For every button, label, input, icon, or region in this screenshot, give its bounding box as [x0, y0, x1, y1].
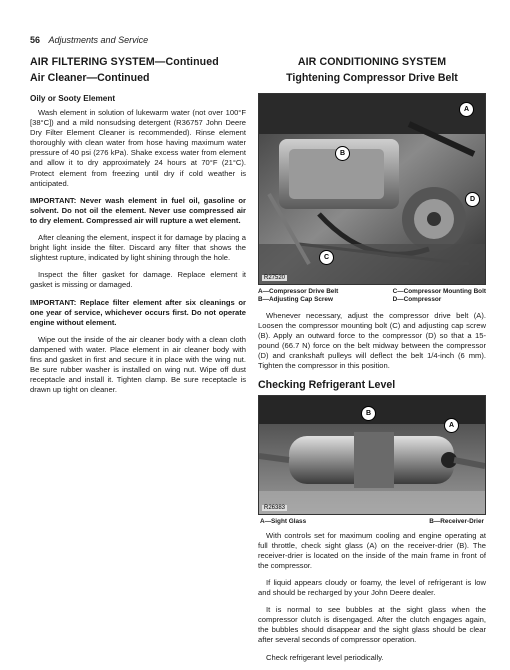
- left-section-title: AIR FILTERING SYSTEM—Continued: [30, 56, 219, 68]
- belt-paragraph: Whenever necessary, adjust the compressor drive belt (A). Loosen the compressor mounting bolt (C) and adjusting cap screw (B). Apply an outward force to the compressor (D) so that a 15-pound (66.7 N) force on the belt midway between the compressor (D) and crankshaft pulleys will deflect the belt 1/4-inch (6 mm). Tighten the compressor in this position.: [258, 311, 486, 371]
- callout-c: C: [319, 250, 334, 265]
- caption-a: A—Compressor Drive Belt: [258, 288, 339, 295]
- photo1-tag: R27520: [264, 275, 286, 281]
- caption-c: C—Compressor Mounting Bolt: [392, 288, 486, 295]
- bubbles-paragraph: It is normal to see bubbles at the sight glass when the compressor clutch is disengaged. After the clutch engages again, the bubbles should disappear and the sight glass should be clear after several seconds of compressor operation.: [258, 605, 486, 645]
- photo1-caption: [258, 288, 486, 304]
- callout-b-2: B: [361, 406, 376, 421]
- page-number: 56: [30, 35, 41, 45]
- left-section-subtitle: Air Cleaner—Continued: [30, 72, 150, 84]
- callout-b: B: [335, 146, 350, 161]
- section-name: Adjustments and Service: [48, 35, 149, 45]
- caption-sight-glass: A—Sight Glass: [260, 517, 307, 525]
- compressor-photo: [258, 93, 486, 285]
- right-section-subtitle: Tightening Compressor Drive Belt: [286, 72, 458, 84]
- receiver-drier-photo: [258, 395, 486, 515]
- caption-d: D—Compressor: [392, 296, 442, 303]
- right-column: [258, 56, 486, 670]
- important-note-1: IMPORTANT: Never wash element in fuel oil, gasoline or solvent. Do not oil the element. Never use compressed air to dry element. Compressed air will rupture a wet element.: [30, 195, 246, 225]
- liquid-paragraph: If liquid appears cloudy or foamy, the level of refrigerant is low and should be recharged by your John Deere dealer.: [258, 577, 486, 598]
- wash-paragraph: Wash element in solution of lukewarm water (not over 100°F [38°C]) and a mild nonsudsing detergent (R36757 John Deere Dry Filter Element Cleaner is recommended). Rinse element thoroughly with clean water from hose having maximum water pressure of 40 psi (276 kPa). Shake excess water from element and allow it to dry approximately 24 hours at 70°F (21°C). Protect element from freezing until dry if cold weather is anticipated.: [30, 108, 246, 188]
- photo2-caption: [260, 518, 484, 525]
- important-note-2: IMPORTANT: Replace filter element after six cleanings or one year of service, whichever occurs first. Do not operate engine without element.: [30, 297, 246, 327]
- callout-a: A: [459, 102, 474, 117]
- caption-b: B—Adjusting Cap Screw: [258, 296, 333, 303]
- periodic-check-paragraph: Check refrigerant level periodically.: [266, 652, 384, 662]
- gasket-paragraph: Inspect the filter gasket for damage. Replace element it gasket is missing or damaged.: [30, 270, 246, 290]
- oily-element-heading: Oily or Sooty Element: [30, 94, 116, 103]
- wipe-paragraph: Wipe out the inside of the air cleaner body with a clean cloth dampened with water. Place element in air cleaner body with fins and gasket in first and secure it in place with the wing nut. Be sure rubber washer is installed on wing nut. Wipe off dust receptacle and install it. Tighten clamp. Be sure receptacle is drawn up tight on cleaner.: [30, 334, 246, 395]
- callout-a-2: A: [444, 418, 459, 433]
- controls-paragraph: With controls set for maximum cooling and engine operating at full throttle, check sight glass (A) on the receiver-drier (B). The receiver-drier is located on the inside of the main frame in front of the compressor.: [258, 530, 486, 570]
- inspect-paragraph: After cleaning the element, inspect it for damage by placing a bright light inside the filter. Discard any filter that shows the slightest rupture, indicated by light shining through the hole.: [30, 233, 246, 263]
- photo2-tag: R26383: [264, 504, 286, 511]
- refrigerant-heading: Checking Refrigerant Level: [258, 378, 396, 391]
- left-column: [30, 56, 246, 402]
- caption-receiver-drier: B—Receiver-Drier: [429, 517, 484, 525]
- callout-d: D: [465, 192, 480, 207]
- page-header: [30, 35, 148, 45]
- right-section-title: AIR CONDITIONING SYSTEM: [297, 56, 447, 68]
- compressor-photo-graphic: [259, 94, 485, 284]
